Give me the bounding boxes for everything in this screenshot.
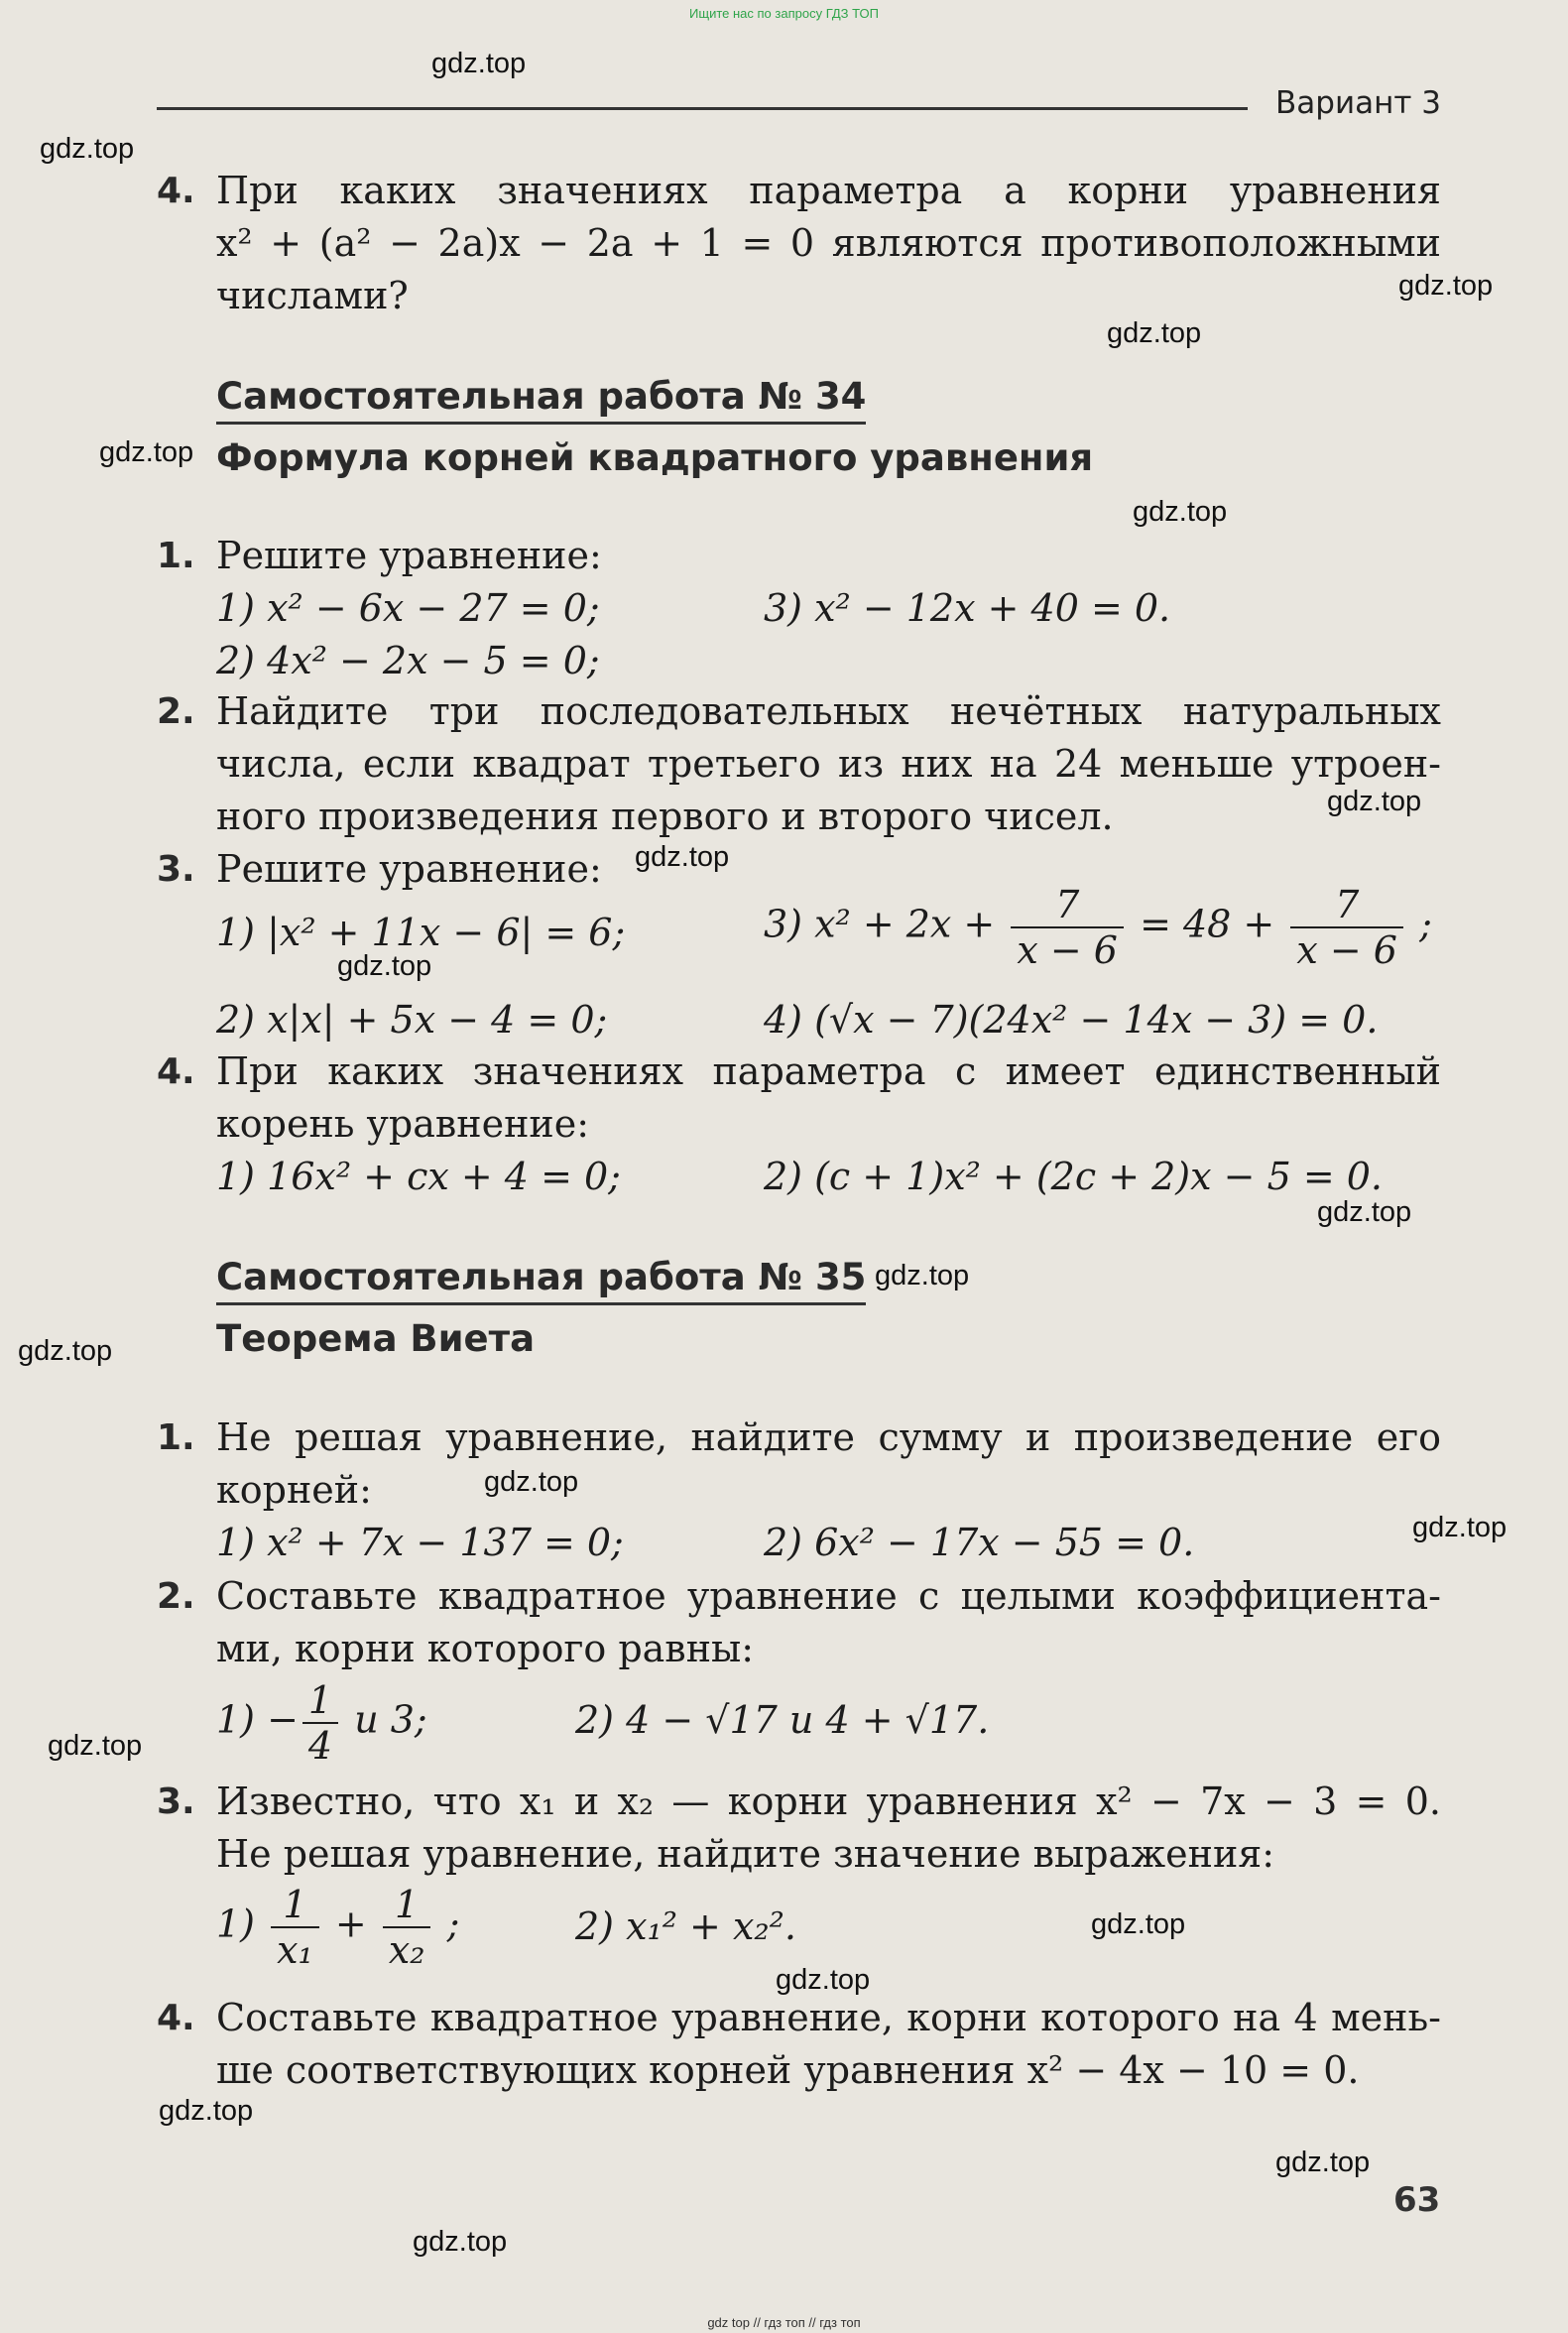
fraction-numerator: 1 <box>383 1883 431 1928</box>
sr35-task1-eq1: 1) x² + 7x − 137 = 0; <box>216 1521 624 1564</box>
sr34-task4-line-1: При каких значениях параметра c имеет единственный <box>216 1049 1441 1093</box>
watermark: gdz.top <box>1317 1196 1412 1228</box>
sr35-task3-number: 3. <box>157 1781 195 1822</box>
prev-task-number: 4. <box>157 171 195 211</box>
page-number: 63 <box>1393 2180 1441 2220</box>
sr35-task1-eq2: 2) 6x² − 17x − 55 = 0. <box>764 1521 1195 1564</box>
sr35-task2-line-2: ми, корни которого равны: <box>216 1627 755 1670</box>
prev-task-line-2: x² + (a² − 2a)x − 2a + 1 = 0 являются противоположными <box>216 221 1441 265</box>
fraction <box>302 1678 338 1768</box>
opt1-prefix: 1) − <box>216 1697 299 1742</box>
sr34-task3-number: 3. <box>157 849 195 890</box>
fraction-denominator: x − 6 <box>1017 928 1118 972</box>
top-banner-note: Ищите нас по запросу ГДЗ ТОП <box>689 6 879 21</box>
watermark: gdz.top <box>776 1964 871 1996</box>
sr34-task3-eq3 <box>764 883 1432 972</box>
watermark: gdz.top <box>875 1260 970 1291</box>
watermark: gdz.top <box>431 48 527 79</box>
sr34-task2-line-3: ного произведения первого и второго чисел. <box>216 795 1114 838</box>
sr34-task4-eq1: 1) 16x² + cx + 4 = 0; <box>216 1155 621 1198</box>
fraction-denominator: x₂ <box>388 1928 425 1972</box>
header-rule <box>157 107 1248 110</box>
sr35-task3-opt1 <box>216 1883 459 1972</box>
fraction-numerator: 1 <box>302 1678 338 1724</box>
opt1-suffix: ; <box>446 1902 460 1946</box>
watermark: gdz.top <box>1091 1908 1186 1940</box>
fraction-numerator: 7 <box>1290 883 1403 928</box>
watermark: gdz.top <box>48 1730 143 1762</box>
sr34-task1-eq1: 1) x² − 6x − 27 = 0; <box>216 586 600 630</box>
prev-task-line-3: числами? <box>216 274 409 317</box>
watermark: gdz.top <box>40 133 135 165</box>
opt1-suffix: и 3; <box>354 1697 427 1742</box>
watermark: gdz.top <box>99 436 194 468</box>
sr34-title: Самостоятельная работа № 34 <box>216 375 866 425</box>
variant-label: Вариант 3 <box>1275 85 1441 121</box>
eq3-left: 3) x² + 2x + <box>764 902 996 946</box>
fraction-numerator: 1 <box>271 1883 319 1928</box>
watermark: gdz.top <box>1275 2147 1371 2178</box>
watermark: gdz.top <box>1107 317 1202 349</box>
sr35-task1-line-2: корней: <box>216 1468 372 1512</box>
watermark: gdz.top <box>1133 496 1228 528</box>
watermark: gdz.top <box>413 2226 508 2258</box>
sr35-task2-opt1 <box>216 1678 427 1768</box>
sr35-task2-number: 2. <box>157 1576 195 1617</box>
sr35-task3-opt2: 2) x₁² + x₂². <box>575 1904 796 1948</box>
fraction <box>1011 883 1124 972</box>
sr35-task2-opt2: 2) 4 − √17 и 4 + √17. <box>575 1698 990 1742</box>
opt1-prefix: 1) <box>216 1902 256 1946</box>
sr34-task1-eq3: 3) x² − 12x + 40 = 0. <box>764 586 1171 630</box>
sr35-task2-line-1: Составьте квадратное уравнение с целыми коэффициента- <box>216 1574 1441 1618</box>
sr34-task1-number: 1. <box>157 536 195 576</box>
sr35-title: Самостоятельная работа № 35 <box>216 1256 866 1305</box>
watermark: gdz.top <box>337 950 432 982</box>
sr34-task4-number: 4. <box>157 1051 195 1092</box>
eq3-end: ; <box>1419 902 1432 946</box>
sr35-task1-line-1: Не решая уравнение, найдите сумму и произведение его <box>216 1415 1441 1459</box>
sr34-task3-eq4: 4) (√x − 7)(24x² − 14x − 3) = 0. <box>764 998 1379 1042</box>
watermark: gdz.top <box>635 841 730 873</box>
sr34-task1-prompt: Решите уравнение: <box>216 534 602 577</box>
sr35-task1-number: 1. <box>157 1417 195 1458</box>
watermark: gdz.top <box>1398 270 1494 302</box>
sr34-task3-eq2: 2) x|x| + 5x − 4 = 0; <box>216 998 608 1042</box>
watermark: gdz.top <box>159 2095 254 2127</box>
prev-task-line-1: При каких значениях параметра a корни уравнения <box>216 169 1441 212</box>
sr34-task4-eq2: 2) (c + 1)x² + (2c + 2)x − 5 = 0. <box>764 1155 1383 1198</box>
fraction <box>383 1883 431 1972</box>
sr34-subtitle: Формула корней квадратного уравнения <box>216 436 1094 479</box>
bottom-note: gdz top // гдз топ // гдз топ <box>707 2315 861 2330</box>
sr34-task2-line-1: Найдите три последовательных нечётных натуральных <box>216 689 1441 733</box>
sr35-subtitle: Теорема Виета <box>216 1317 536 1360</box>
watermark: gdz.top <box>18 1335 113 1367</box>
fraction-denominator: x₁ <box>277 1928 313 1972</box>
watermark: gdz.top <box>1412 1512 1508 1543</box>
sr35-task3-line-1: Известно, что x₁ и x₂ — корни уравнения x² − 7x − 3 = 0. <box>216 1780 1441 1823</box>
eq3-middle: = 48 + <box>1140 902 1275 946</box>
watermark: gdz.top <box>1327 786 1422 817</box>
watermark: gdz.top <box>484 1466 579 1498</box>
fraction-numerator: 7 <box>1011 883 1124 928</box>
fraction <box>271 1883 319 1972</box>
fraction-denominator: x − 6 <box>1296 928 1397 972</box>
sr35-task4-line-1: Составьте квадратное уравнение, корни которого на 4 мень- <box>216 1996 1441 2039</box>
sr35-task4-line-2: ше соответствующих корней уравнения x² − 4x − 10 = 0. <box>216 2048 1360 2092</box>
plus-sign: + <box>334 1902 367 1946</box>
sr34-task3-prompt: Решите уравнение: <box>216 847 602 891</box>
sr34-task2-line-2: числа, если квадрат третьего из них на 24 меньше утроен- <box>216 742 1441 786</box>
fraction-denominator: 4 <box>307 1724 333 1768</box>
sr34-task2-number: 2. <box>157 691 195 732</box>
sr34-task4-line-2: корень уравнение: <box>216 1102 590 1146</box>
sr35-task4-number: 4. <box>157 1998 195 2038</box>
sr35-task3-line-2: Не решая уравнение, найдите значение выражения: <box>216 1832 1275 1876</box>
fraction <box>1290 883 1403 972</box>
sr34-task1-eq2: 2) 4x² − 2x − 5 = 0; <box>216 639 600 682</box>
sr34-task3-eq1: 1) |x² + 11x − 6| = 6; <box>216 911 626 954</box>
